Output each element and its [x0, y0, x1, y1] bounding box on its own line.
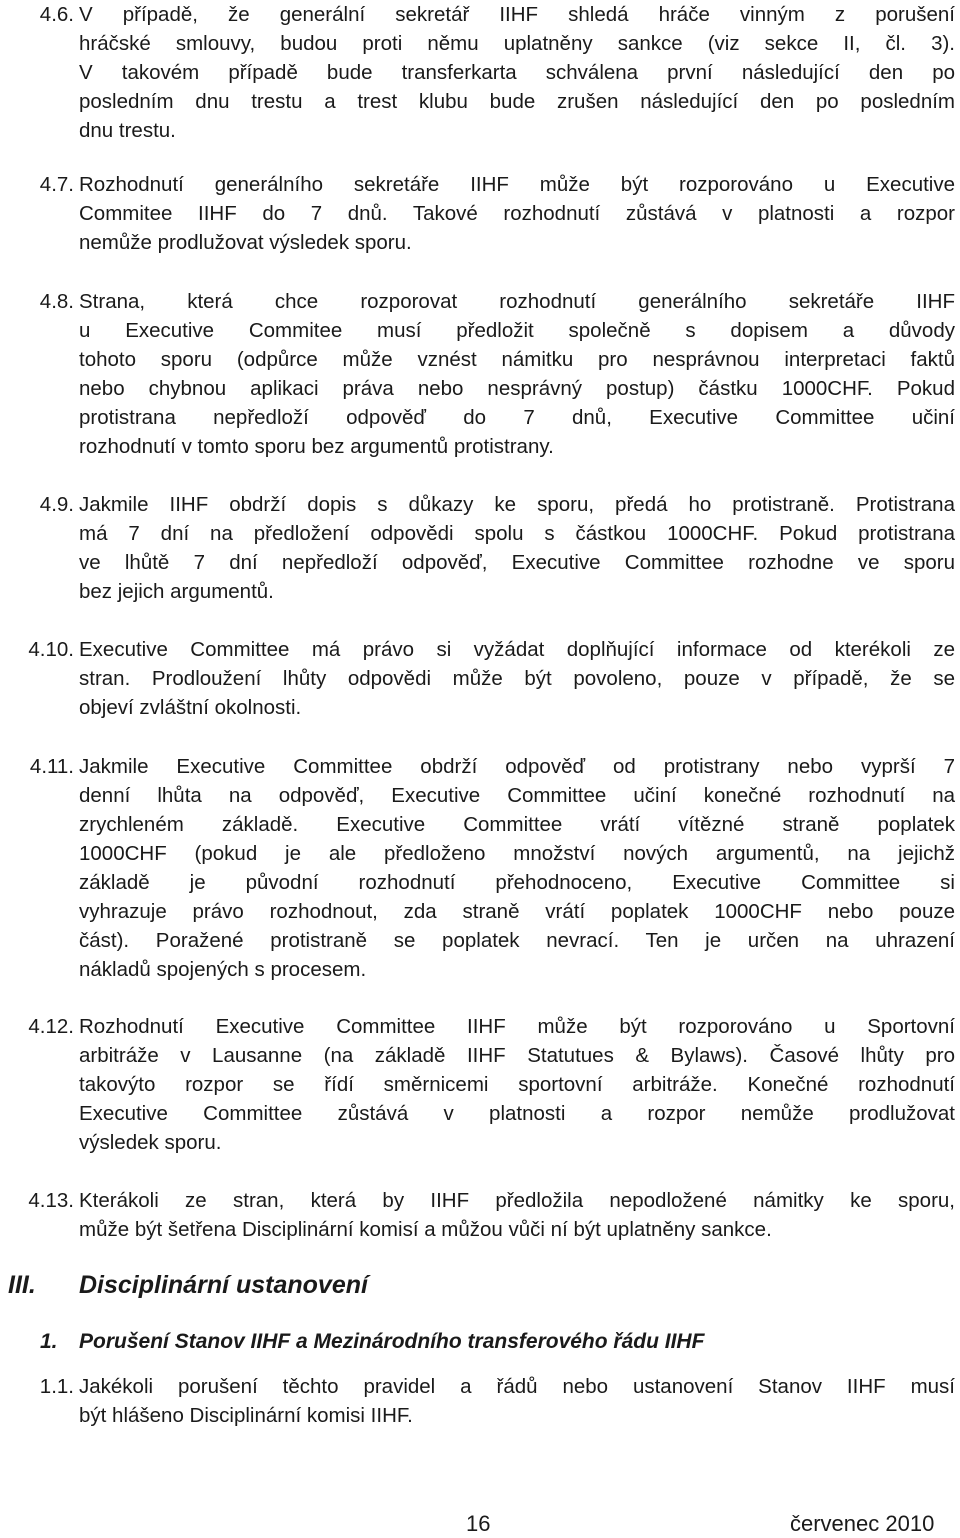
paragraph-line: stran. Prodloužení lhůty odpovědi může být povoleno, pouze v případě, že se: [79, 667, 955, 690]
paragraph-line: základě je původní rozhodnutí přehodnoceno, Executive Committee si: [79, 871, 955, 894]
paragraph-number: 1.1.: [39, 1375, 74, 1398]
paragraph-line: V případě, že generální sekretář IIHF shledá hráče vinným z porušení: [79, 3, 955, 26]
paragraph-line: hráčské smlouvy, budou proti němu uplatněny sankce (viz sekce II, čl. 3).: [79, 32, 955, 55]
paragraph-line: Executive Committee má právo si vyžádat doplňující informace od kterékoli ze: [79, 638, 955, 661]
section-number: III.: [8, 1271, 36, 1299]
paragraph-line: výsledek sporu.: [79, 1131, 222, 1154]
paragraph-line: takovýto rozpor se řídí směrnicemi sportovní arbitráže. Konečné rozhodnutí: [79, 1073, 955, 1096]
paragraph-line: může být šetřena Disciplinární komisí a můžou vůči ní být uplatněny sankce.: [79, 1218, 772, 1241]
paragraph-line: 1000CHF (pokud je ale předloženo množství nových argumentů, na jejichž: [79, 842, 955, 865]
paragraph-number: 4.13.: [28, 1189, 74, 1212]
paragraph-line: Jakékoli porušení těchto pravidel a řádů nebo ustanovení Stanov IIHF musí: [79, 1375, 955, 1398]
paragraph-line: Strana, která chce rozporovat rozhodnutí generálního sekretáře IIHF: [79, 290, 955, 313]
paragraph-line: posledním dnu trestu a trest klubu bude zrušen následující den po posledním: [79, 90, 955, 113]
paragraph-line: Rozhodnutí Executive Committee IIHF může být rozporováno u Sportovní: [79, 1015, 955, 1038]
paragraph-number: 4.10.: [28, 638, 74, 661]
paragraph-line: protistrana nepředloží odpověď do 7 dnů, Executive Committee učiní: [79, 406, 955, 429]
paragraph-number: 4.9.: [39, 493, 74, 516]
page-number: 16: [466, 1511, 491, 1536]
subsection-number: 1.: [40, 1330, 58, 1353]
paragraph-line: nákladů spojených s procesem.: [79, 958, 367, 981]
paragraph-line: objeví zvláštní okolnosti.: [79, 696, 302, 719]
paragraph-line: vyhrazuje právo rozhodnout, zda straně vrátí poplatek 1000CHF nebo pouze: [79, 900, 955, 923]
paragraph-number: 4.11.: [29, 755, 74, 778]
paragraph-line: být hlášeno Disciplinární komisi IIHF.: [79, 1404, 413, 1427]
paragraph-line: část). Poražené protistraně se poplatek nevrací. Ten je určen na uhrazení: [79, 929, 955, 952]
paragraph-line: Jakmile IIHF obdrží dopis s důkazy ke sporu, předá ho protistraně. Protistrana: [79, 493, 955, 516]
paragraph-line: Kterákoli ze stran, která by IIHF předložila nepodložené námitky ke sporu,: [79, 1189, 955, 1212]
paragraph-line: denní lhůta na odpověď, Executive Committee učiní konečné rozhodnutí na: [79, 784, 955, 807]
paragraph-line: rozhodnutí v tomto sporu bez argumentů protistrany.: [79, 435, 554, 458]
paragraph-line: dnu trestu.: [79, 119, 176, 142]
paragraph-line: Rozhodnutí generálního sekretáře IIHF může být rozporováno u Executive: [79, 173, 955, 196]
paragraph-line: Executive Committee zůstává v platnosti a rozpor nemůže prodlužovat: [79, 1102, 955, 1125]
footer-date: červenec 2010: [790, 1511, 935, 1536]
paragraph-line: zrychleném základě. Executive Committee vrátí vítězné straně poplatek: [79, 813, 955, 836]
paragraph-number: 4.12.: [28, 1015, 74, 1038]
paragraph-line: nemůže prodlužovat výsledek sporu.: [79, 231, 412, 254]
subsection-title: Porušení Stanov IIHF a Mezinárodního transferového řádu IIHF: [79, 1330, 705, 1353]
paragraph-line: u Executive Commitee musí předložit společně s dopisem a důvody: [79, 319, 955, 342]
paragraph-number: 4.8.: [39, 290, 74, 313]
paragraph-line: Commitee IIHF do 7 dnů. Takové rozhodnutí zůstává v platnosti a rozpor: [79, 202, 955, 225]
paragraph-line: Jakmile Executive Committee obdrží odpověď od protistrany nebo vyprší 7: [79, 755, 955, 778]
paragraph-line: nebo chybnou aplikaci práva nebo nesprávný postup) částku 1000CHF. Pokud: [79, 377, 955, 400]
paragraph-line: tohoto sporu (odpůrce může vznést námitku pro nesprávnou interpretaci faktů: [79, 348, 955, 371]
paragraph-number: 4.7.: [39, 173, 74, 196]
paragraph-line: arbitráže v Lausanne (na základě IIHF Statutues & Bylaws). Časové lhůty pro: [79, 1044, 955, 1067]
paragraph-number: 4.6.: [39, 3, 74, 26]
paragraph-line: bez jejich argumentů.: [79, 580, 274, 603]
section-title: Disciplinární ustanovení: [79, 1271, 368, 1299]
paragraph-line: má 7 dní na předložení odpovědi spolu s částkou 1000CHF. Pokud protistrana: [79, 522, 955, 545]
paragraph-line: ve lhůtě 7 dní nepředloží odpověď, Executive Committee rozhodne ve sporu: [79, 551, 955, 574]
paragraph-line: V takovém případě bude transferkarta schválena první následující den po: [79, 61, 955, 84]
